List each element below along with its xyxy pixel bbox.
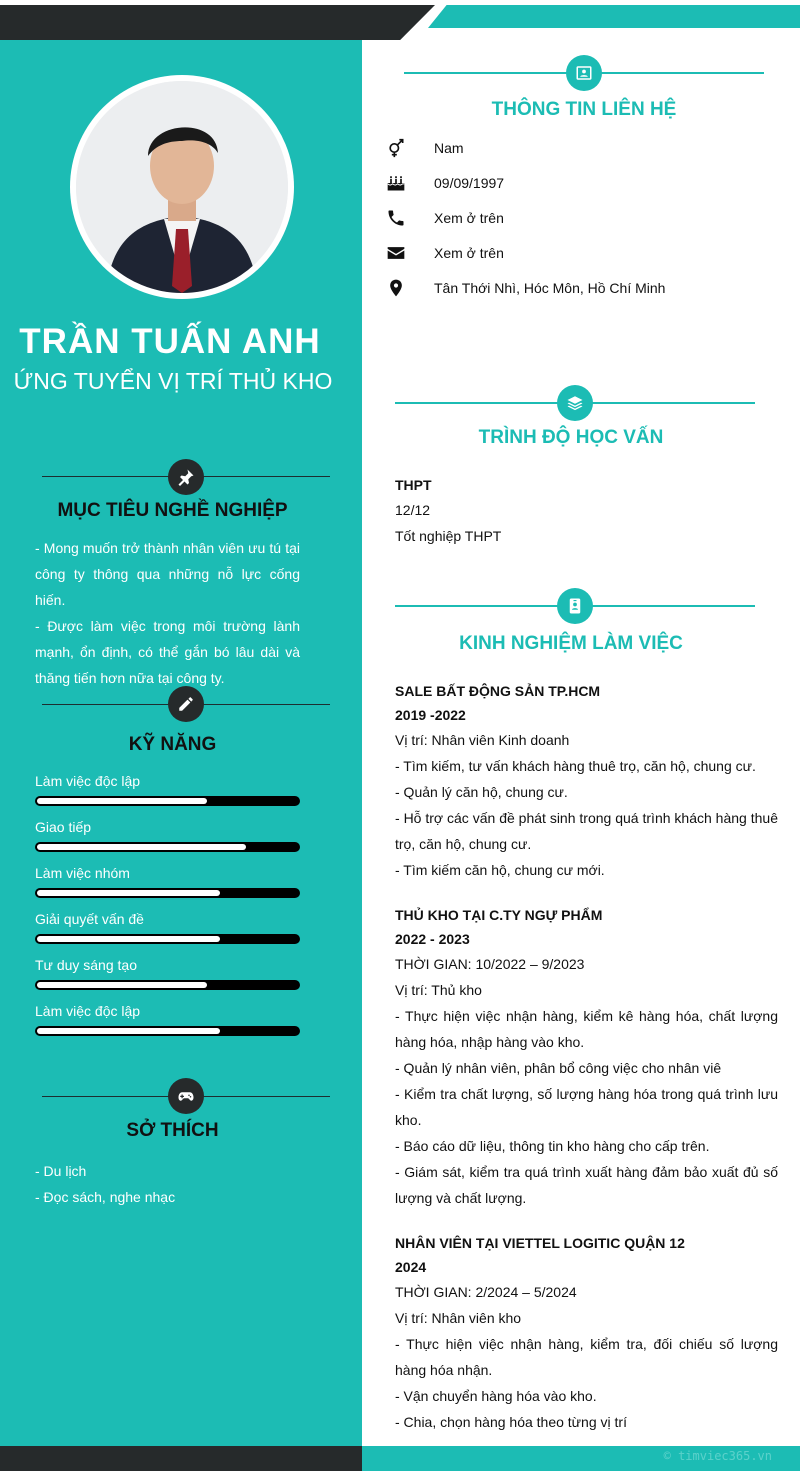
email-text: Xem ở trên: [434, 244, 504, 261]
skill-item: [35, 819, 300, 865]
job-line: THỜI GIAN: 2/2024 – 5/2024: [395, 1284, 577, 1300]
job-block: [395, 679, 778, 883]
education-title: TRÌNH ĐỘ HỌC VẤN: [478, 427, 664, 448]
address-text: Tân Thới Nhì, Hóc Môn, Hồ Chí Minh: [434, 279, 666, 296]
gamepad-icon: [177, 1087, 195, 1105]
map-marker-icon: [383, 278, 409, 298]
job-company: SALE BẤT ĐỘNG SẢN TP.HCM: [395, 683, 601, 699]
education-grade: 12/12: [395, 502, 431, 518]
skill-bar-fill: [37, 982, 207, 988]
job-line: - Kiểm tra chất lượng, số lượng hàng hóa trong quá trình lưu kho.: [395, 1086, 778, 1128]
education-block: [395, 473, 778, 549]
objective-icon-badge: [168, 459, 204, 495]
pencil-icon: [177, 695, 195, 713]
pushpin-icon: [177, 468, 195, 486]
job-block: [395, 1231, 778, 1435]
id-badge-icon: [566, 597, 584, 615]
contact-row-phone: [383, 200, 665, 235]
skill-item: [35, 773, 300, 819]
experience-icon-badge: [557, 588, 593, 624]
job-years: 2019 -2022: [395, 707, 466, 723]
skills-icon-badge: [168, 686, 204, 722]
job-line: Vị trí: Nhân viên Kinh doanh: [395, 732, 570, 748]
phone-icon: [383, 208, 409, 228]
gender-text: Nam: [434, 139, 464, 156]
skill-bar: [35, 796, 300, 806]
birthday-cake-icon: [383, 173, 409, 193]
skill-label: Giao tiếp: [35, 819, 92, 835]
job-line: - Thực hiện việc nhận hàng, kiểm kê hàng hóa, chất lượng hàng hóa, nhập hàng vào kho.: [395, 1008, 778, 1050]
watermark: © timviec365.vn: [663, 1449, 772, 1463]
avatar: [70, 75, 294, 299]
skill-bar-fill: [37, 844, 246, 850]
birthday-text: 09/09/1997: [434, 174, 505, 191]
job-line: - Tìm kiếm căn hộ, chung cư mới.: [395, 862, 605, 878]
skill-item: [35, 911, 300, 957]
job-line: THỜI GIAN: 10/2022 – 9/2023: [395, 956, 585, 972]
objective-title: MỤC TIÊU NGHỀ NGHIỆP: [57, 500, 288, 521]
contact-list: [383, 130, 665, 305]
bottom-dark-band: [0, 1446, 362, 1471]
top-dark-band: [0, 5, 435, 40]
contact-row-address: [383, 270, 665, 305]
education-result: Tốt nghiệp THPT: [395, 528, 502, 544]
skill-item: [35, 865, 300, 911]
job-line: - Quản lý căn hộ, chung cư.: [395, 784, 568, 800]
job-line: - Quản lý nhân viên, phân bổ công việc cho nhân viê: [395, 1060, 722, 1076]
contact-row-email: [383, 235, 665, 270]
job-company: THỦ KHO TẠI C.TY NGỰ PHẨM: [395, 907, 603, 923]
layers-icon: [566, 394, 584, 412]
candidate-name: TRẦN TUẤN ANH: [19, 322, 321, 361]
hobbies-title: SỞ THÍCH: [126, 1120, 219, 1141]
skill-bar: [35, 1026, 300, 1036]
contact-row-gender: [383, 130, 665, 165]
objective-line: - Được làm việc trong môi trường lành mạnh, ổn định, có thể gắn bó lâu dài và thăng tiến hơn nữa tại công ty.: [35, 618, 300, 686]
profile-photo: [76, 81, 288, 293]
skill-bar-fill: [37, 1028, 220, 1034]
skill-label: Làm việc độc lập: [35, 1003, 141, 1019]
job-company: NHÂN VIÊN TẠI VIETTEL LOGITIC QUẬN 12: [395, 1235, 685, 1251]
skill-bar: [35, 842, 300, 852]
skill-label: Giải quyết vấn đề: [35, 911, 144, 927]
job-line: - Vận chuyển hàng hóa vào kho.: [395, 1388, 597, 1404]
phone-text: Xem ở trên: [434, 209, 504, 226]
skill-bar-fill: [37, 798, 207, 804]
job-line: - Chia, chọn hàng hóa theo từng vị trí: [395, 1414, 627, 1430]
contact-title: THÔNG TIN LIÊN HỆ: [491, 99, 677, 120]
contact-card-icon: [575, 64, 593, 82]
hobbies-icon-badge: [168, 1078, 204, 1114]
job-line: Vị trí: Thủ kho: [395, 982, 482, 998]
job-line: - Giám sát, kiểm tra quá trình xuất hàng đảm bảo xuất đủ số lượng và chất lượng.: [395, 1164, 778, 1206]
hobbies-list: [35, 1158, 175, 1210]
job-line: - Báo cáo dữ liệu, thông tin kho hàng cho cấp trên.: [395, 1138, 710, 1154]
hobby-item: - Du lịch: [35, 1163, 87, 1179]
experience-title: KINH NGHIỆM LÀM VIỆC: [459, 633, 683, 654]
job-years: 2022 - 2023: [395, 931, 470, 947]
gender-icon: [383, 138, 409, 158]
objective-text: [35, 535, 300, 691]
skill-bar-fill: [37, 936, 220, 942]
skill-bar-fill: [37, 890, 220, 896]
skill-bar: [35, 980, 300, 990]
job-line: - Hỗ trợ các vấn đề phát sinh trong quá trình khách hàng thuê trọ, căn hộ, chung cư.: [395, 810, 778, 852]
education-icon-badge: [557, 385, 593, 421]
envelope-icon: [383, 243, 409, 263]
skill-bar: [35, 888, 300, 898]
job-line: - Thực hiện việc nhận hàng, kiểm tra, đối chiếu số lượng hàng hóa nhận.: [395, 1336, 778, 1378]
skill-item: [35, 957, 300, 1003]
job-line: - Tìm kiếm, tư vấn khách hàng thuê trọ, căn hộ, chung cư.: [395, 758, 756, 774]
objective-line: - Mong muốn trở thành nhân viên ưu tú tại công ty thông qua những nỗ lực cống hiến.: [35, 540, 300, 608]
job-years: 2024: [395, 1259, 427, 1275]
top-accent-band: [428, 5, 800, 28]
hobby-item: - Đọc sách, nghe nhạc: [35, 1189, 176, 1205]
skill-bar: [35, 934, 300, 944]
school-name: THPT: [395, 477, 432, 493]
contact-icon-badge: [566, 55, 602, 91]
job-line: Vị trí: Nhân viên kho: [395, 1310, 522, 1326]
skills-title: KỸ NĂNG: [128, 734, 217, 755]
skill-label: Tư duy sáng tạo: [35, 957, 137, 973]
contact-row-birthday: [383, 165, 665, 200]
job-block: [395, 903, 778, 1211]
applied-position: ỨNG TUYỂN VỊ TRÍ THỦ KHO: [13, 368, 333, 394]
skill-item: [35, 1003, 300, 1049]
skill-label: Làm việc nhóm: [35, 865, 130, 881]
skill-label: Làm việc độc lập: [35, 773, 141, 789]
skills-list: [35, 773, 300, 1049]
